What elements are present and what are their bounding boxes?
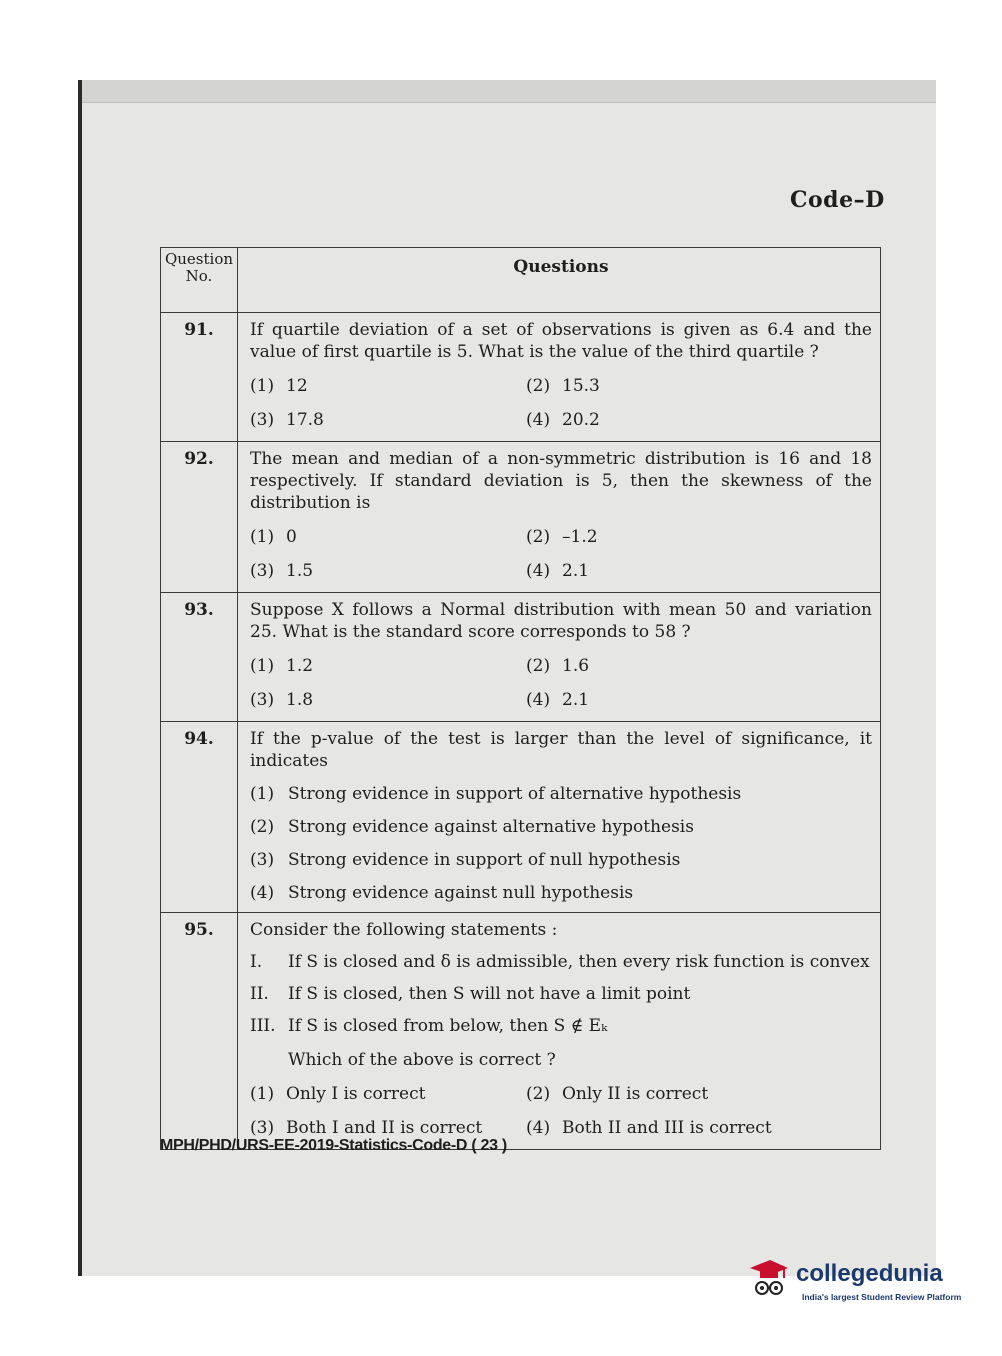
question-row <box>161 442 881 593</box>
option-number: (2) <box>526 527 551 547</box>
option-text: Strong evidence in support of alternative hypothesis <box>288 784 742 804</box>
logo-tagline: India's largest Student Review Platform <box>802 1292 962 1302</box>
statement-text: If S is closed and δ is admissible, then every risk function is convex <box>288 952 870 972</box>
option <box>250 689 526 711</box>
option-text: 1.2 <box>286 656 314 676</box>
option <box>526 409 872 431</box>
question-stem: Consider the following statements : <box>250 920 558 940</box>
option-number: (2) <box>526 656 551 676</box>
question-stem: Suppose X follows a Normal distribution with mean 50 and variation 25. What is the standard score corresponds to 58 ? <box>250 600 872 642</box>
option-number: (1) <box>250 1084 275 1104</box>
which-prompt: Which of the above is correct ? <box>288 1050 556 1070</box>
option <box>250 1117 526 1139</box>
table-header-row <box>161 248 881 313</box>
option-number: (4) <box>526 1118 551 1138</box>
option <box>250 375 526 397</box>
option-text: 2.1 <box>562 690 590 710</box>
option <box>250 1083 526 1105</box>
statement-number: I. <box>250 952 263 972</box>
statement-number: II. <box>250 984 269 1004</box>
question-number: 93. <box>161 593 238 722</box>
collegedunia-logo[interactable] <box>746 1252 976 1312</box>
statement-number: III. <box>250 1016 276 1036</box>
option-number: (2) <box>526 376 551 396</box>
option-text: 0 <box>286 527 297 547</box>
options-grid <box>250 1083 872 1145</box>
options-grid <box>250 655 872 717</box>
option <box>250 409 526 431</box>
question-stem: If quartile deviation of a set of observations is given as 6.4 and the value of first quartile is 5. What is the value of the third quartile ? <box>250 320 872 362</box>
option <box>526 1083 872 1105</box>
option-number: (3) <box>250 690 275 710</box>
page-top-edge <box>82 80 936 103</box>
option <box>250 560 526 582</box>
option-number: (1) <box>250 656 275 676</box>
option <box>250 816 872 838</box>
question-stem: If the p-value of the test is larger than the level of significance, it indicates <box>250 729 872 771</box>
option <box>526 1117 872 1139</box>
option-text: Both II and III is correct <box>562 1118 772 1138</box>
option <box>526 560 872 582</box>
option-number: (2) <box>250 817 275 837</box>
option-number: (4) <box>526 410 551 430</box>
option-number: (1) <box>250 784 275 804</box>
option-number: (3) <box>250 850 275 870</box>
option-text: Strong evidence in support of null hypothesis <box>288 850 681 870</box>
option-text: 12 <box>286 376 308 396</box>
option <box>250 526 526 548</box>
page-footer: MPH/PHD/URS-EE-2019-Statistics-Code-D ( 23 ) <box>160 1137 507 1154</box>
question-stem: The mean and median of a non-symmetric distribution is 16 and 18 respectively. If standard deviation is 5, then the skewness of the distribution is <box>250 449 872 513</box>
question-row <box>161 913 881 1150</box>
option-number: (4) <box>526 561 551 581</box>
option-text: 1.5 <box>286 561 314 581</box>
option-text: Strong evidence against alternative hypothesis <box>288 817 694 837</box>
option <box>526 526 872 548</box>
option-text: 1.6 <box>562 656 590 676</box>
option-text: Strong evidence against null hypothesis <box>288 883 634 903</box>
option-text: 2.1 <box>562 561 590 581</box>
header-questions: Questions <box>238 248 881 313</box>
question-row <box>161 313 881 442</box>
options-grid <box>250 375 872 437</box>
statement-text: If S is closed, then S will not have a limit point <box>288 984 691 1004</box>
option <box>526 655 872 677</box>
options-grid <box>250 526 872 588</box>
option-number: (3) <box>250 1118 275 1138</box>
option-number: (3) <box>250 410 275 430</box>
code-label: Code–D <box>790 187 885 213</box>
option-text: 1.8 <box>286 690 314 710</box>
statement <box>250 983 872 1005</box>
option-text: 17.8 <box>286 410 324 430</box>
statement-text: If S is closed from below, then S ∉ Eₖ <box>288 1016 608 1036</box>
option-number: (3) <box>250 561 275 581</box>
option-text: Both I and II is correct <box>286 1118 483 1138</box>
option-text: Only I is correct <box>286 1084 426 1104</box>
question-row <box>161 722 881 913</box>
option <box>250 849 872 871</box>
option <box>526 689 872 711</box>
option <box>250 882 872 904</box>
statements-list <box>250 951 872 1037</box>
option-number: (4) <box>526 690 551 710</box>
option-text: –1.2 <box>562 527 598 547</box>
question-number: 95. <box>161 913 238 1150</box>
question-table <box>160 247 881 1150</box>
option <box>250 783 872 805</box>
option-text: 15.3 <box>562 376 600 396</box>
option-number: (4) <box>250 883 275 903</box>
option-number: (1) <box>250 527 275 547</box>
option-text: Only II is correct <box>562 1084 709 1104</box>
statement <box>250 951 872 973</box>
options-list <box>250 783 872 904</box>
option-number: (1) <box>250 376 275 396</box>
logo-brand-text: collegedunia <box>796 1260 943 1287</box>
question-number: 92. <box>161 442 238 593</box>
question-number: 94. <box>161 722 238 913</box>
question-row <box>161 593 881 722</box>
question-number: 91. <box>161 313 238 442</box>
graduate-mascot-icon <box>746 1256 790 1300</box>
option <box>250 655 526 677</box>
option-number: (2) <box>526 1084 551 1104</box>
statement <box>250 1015 872 1037</box>
option <box>526 375 872 397</box>
option-text: 20.2 <box>562 410 600 430</box>
header-question-no: Question No. <box>161 248 238 313</box>
